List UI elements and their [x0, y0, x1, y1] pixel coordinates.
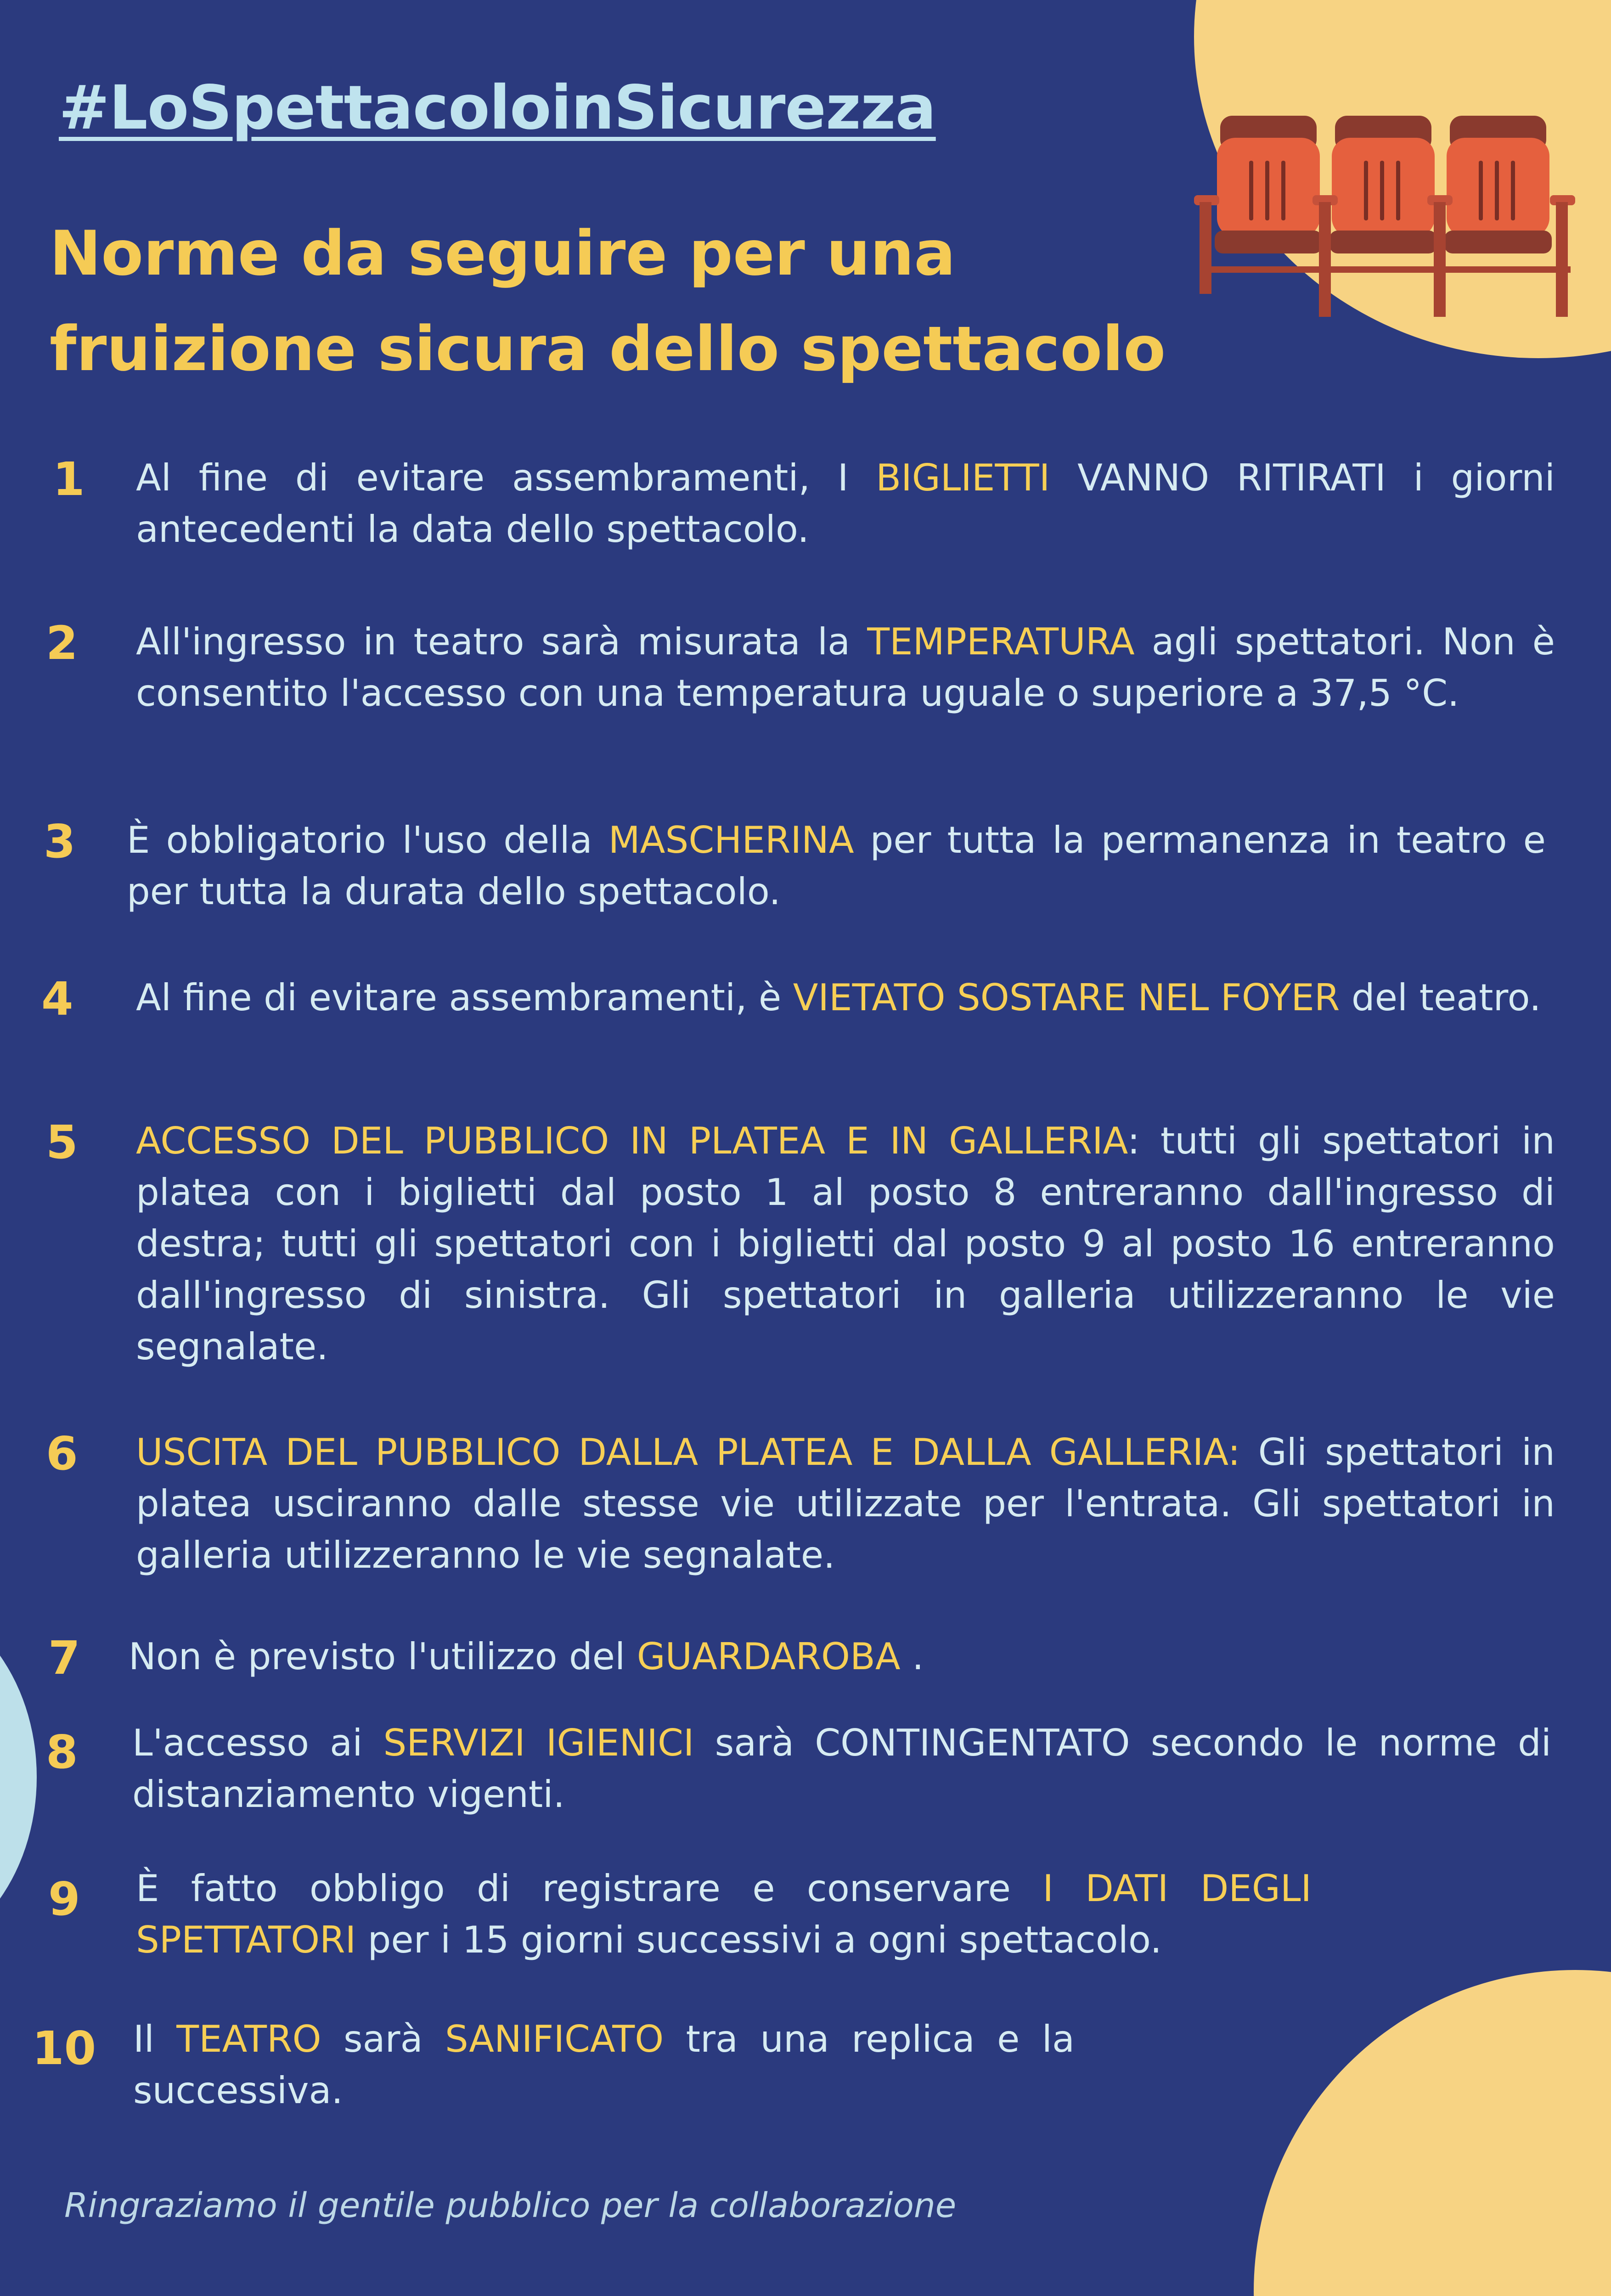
- rule-number: 5: [46, 1115, 78, 1169]
- rule-number: 6: [46, 1427, 78, 1480]
- rule-text: All'ingresso in teatro sarà misurata la TEMPERATURA agli spettatori. Non è consentito l'accesso con una temperatura uguale o superiore a 37,5 °C.: [136, 620, 1555, 715]
- rule-number: 2: [46, 616, 78, 670]
- rule-text: Al fine di evitare assembramenti, I BIGLIETTI VANNO RITIRATI i giorni antecedenti la data dello spettacolo.: [136, 456, 1555, 551]
- rule-text: È obbligatorio l'uso della MASCHERINA per tutta la permanenza in teatro e per tutta la durata dello spettacolo.: [127, 819, 1546, 913]
- title-line-1: Norme da seguire per una: [50, 218, 956, 289]
- rule-number: 8: [46, 1725, 78, 1779]
- rule-number: 4: [41, 972, 73, 1026]
- rule-text: Il TEATRO sarà SANIFICATO tra una replica e la successiva.: [133, 2018, 1075, 2112]
- rule-text: Al fine di evitare assembramenti, è VIETATO SOSTARE NEL FOYER del teatro.: [136, 976, 1541, 1019]
- rule-number: 9: [48, 1872, 80, 1926]
- footer-thanks: Ringraziamo il gentile pubblico per la collaborazione: [64, 2186, 957, 2225]
- hashtag-title: #LoSpettacoloinSicurezza: [59, 73, 936, 143]
- rule-text: USCITA DEL PUBBLICO DALLA PLATEA E DALLA GALLERIA: Gli spettatori in platea usciranno dalle stesse vie utilizzate per l'entrata. Gli spettatori in galleria utilizzeranno le vie segnalate.: [136, 1431, 1555, 1576]
- decorative-blue-circle-left: [0, 1593, 37, 1961]
- rule-number: 10: [32, 2021, 96, 2075]
- decorative-yellow-circle-bottom: [1254, 1970, 1611, 2296]
- rule-number: 3: [44, 815, 76, 868]
- page-title: [50, 206, 1290, 397]
- rule-number: 1: [53, 452, 85, 506]
- rule-text: È fatto obbligo di registrare e conservare I DATI DEGLI SPETTATORI per i 15 giorni successivi a ogni spettacolo.: [136, 1867, 1312, 1961]
- title-line-2: fruizione sicura dello spettacolo: [50, 313, 1166, 385]
- rule-text: L'accesso ai SERVIZI IGIENICI sarà CONTINGENTATO secondo le norme di distanziamento vigenti.: [132, 1722, 1551, 1816]
- rule-number: 7: [48, 1631, 80, 1685]
- rule-text: ACCESSO DEL PUBBLICO IN PLATEA E IN GALLERIA: tutti gli spettatori in platea con i biglietti dal posto 1 al posto 8 entreranno dall'ingresso di destra; tutti gli spettatori con i biglietti dal posto 9 al posto 16 entreranno dall'ingresso di sinistra. Gli spettatori in galleria utilizzeranno le vie segnalate.: [136, 1120, 1555, 1368]
- rule-text: Non è previsto l'utilizzo del GUARDAROBA .: [129, 1635, 924, 1678]
